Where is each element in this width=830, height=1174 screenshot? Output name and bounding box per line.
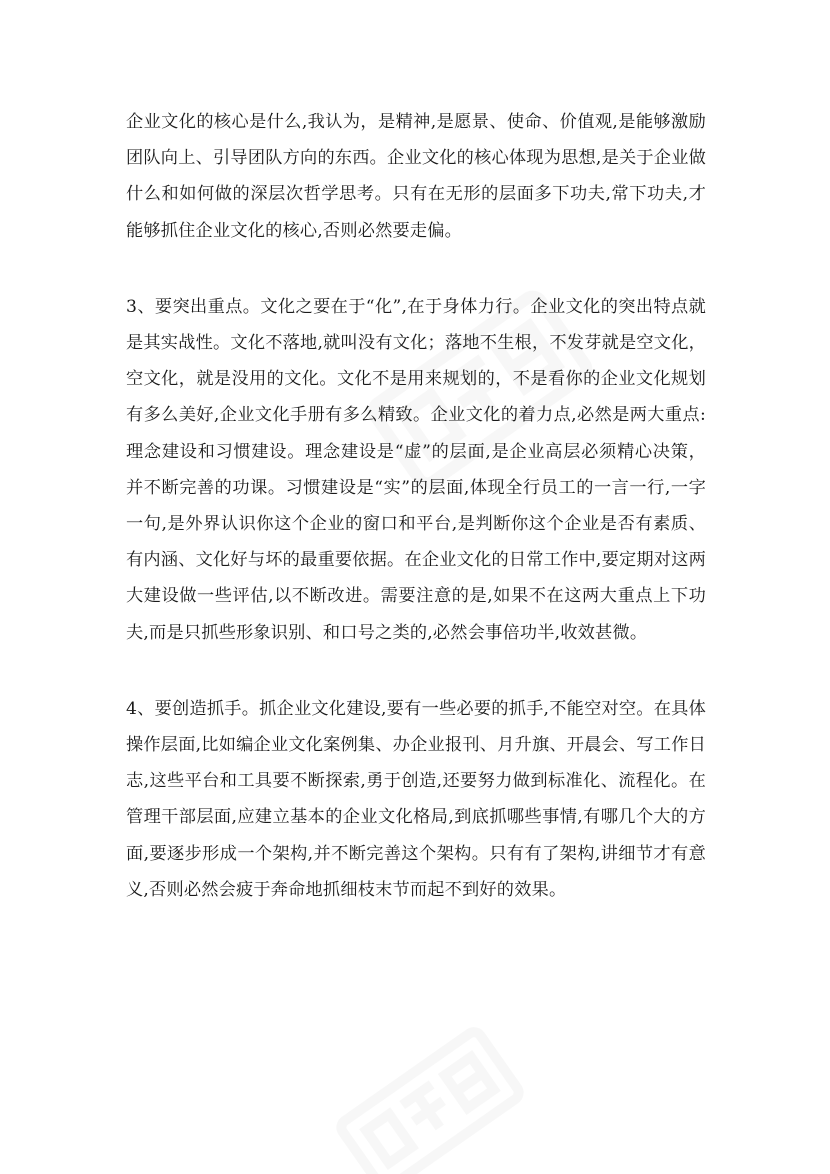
paragraph-highlight-focus: 3、要突出重点。文化之要在于“化”,在于身体力行。企业文化的突出特点就是其实战性。文化不落地,就叫没有文化；落地不生根，不发芽就是空文化，空文化，就是没用的文化。文化不是用来规划的，不是看你的企业文化规划有多么美好,企业文化手册有多么精致。企业文化的着力点,必然是两大重点:理念建设和习惯建设。理念建设是“虚”的层面,是企业高层必须精心决策，并不断完善的功课。习惯建设是“实”的层面,体现全行员工的一言一行,一字一句,是外界认识你这个企业的窗口和平台,是判断你这个企业是否有素质、有内涵、文化好与坏的最重要依据。在企业文化的日常工作中,要定期对这两大建设做一些评估,以不断改进。需要注意的是,如果不在这两大重点上下功夫,而是只抓些形象识别、和口号之类的,必然会事倍功半,收效甚微。 [126,296,706,643]
watermark-logo [330,1010,530,1174]
document-body [126,104,706,908]
paragraph-create-handles: 4、要创造抓手。抓企业文化建设,要有一些必要的抓手,不能空对空。在具体操作层面,比如编企业文化案例集、办企业报刊、月升旗、开晨会、写工作日志,这些平台和工具要不断探索,勇于创造,还要努力做到标准化、流程化。在管理干部层面,应建立基本的企业文化格局,到底抓哪些事情,有哪几个大的方面,要逐步形成一个架构,并不断完善这个架构。只有有了架构,讲细节才有意义,否则必然会疲于奔命地抓细枝末节而起不到好的效果。 [126,698,706,900]
paragraph-core-of-culture: 企业文化的核心是什么,我认为，是精神,是愿景、使命、价值观,是能够激励团队向上、引导团队方向的东西。企业文化的核心体现为思想,是关于企业做什么和如何做的深层次哲学思考。只有在无形的层面多下功夫,常下功夫,才能够抓住企业文化的核心,否则必然要走偏。 [126,112,706,241]
